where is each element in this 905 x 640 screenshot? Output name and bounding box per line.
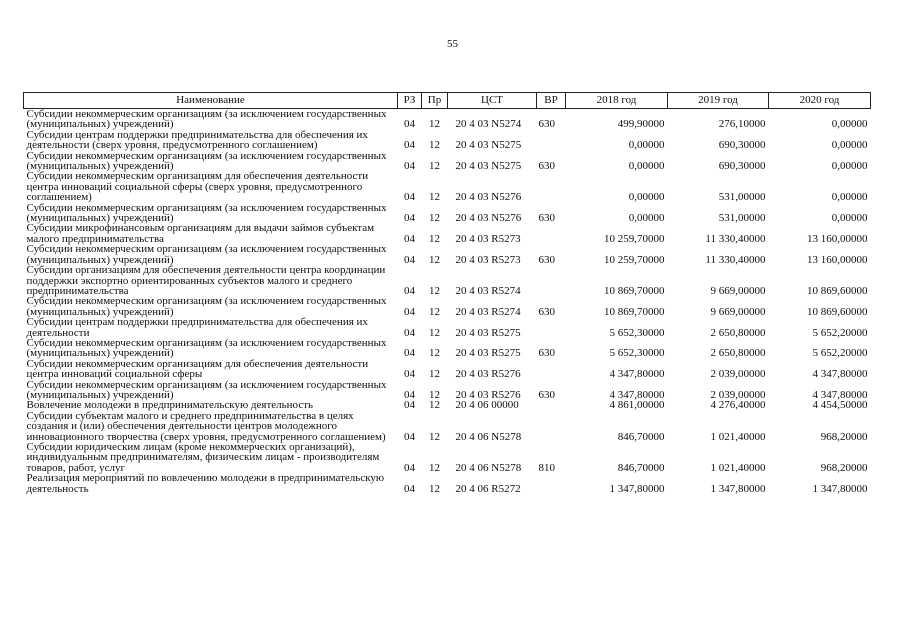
- row-name: Субсидии некоммерческим организациям (за исключением государственных (муниципальных) учреждений): [26, 295, 387, 318]
- row-pr: 12: [429, 347, 440, 360]
- table-row: [24, 473, 871, 494]
- row-cst: 20 4 03 R5276: [455, 388, 521, 401]
- table-row: [24, 411, 871, 442]
- row-2019: 531,00000: [718, 191, 766, 204]
- row-name: Субсидии центрам поддержки предпринимательства для обеспечения их деятельности: [26, 316, 368, 339]
- row-2020: 1 347,80000: [812, 482, 868, 495]
- row-2020: 13 160,00000: [807, 253, 868, 266]
- table-body: [24, 109, 871, 495]
- row-2020: 10 869,60000: [807, 305, 868, 318]
- row-rz: 04: [404, 430, 415, 443]
- row-2020: 0,00000: [831, 212, 868, 225]
- row-rz: 04: [404, 160, 415, 173]
- row-vr: 630: [538, 305, 555, 318]
- row-2020: 4 347,80000: [812, 388, 868, 401]
- row-vr: [537, 400, 566, 410]
- row-name: Субсидии некоммерческим организациям (за исключением государственных (муниципальных) учреждений): [26, 149, 387, 173]
- row-2020: 968,20000: [820, 430, 868, 443]
- row-pr: 12: [429, 305, 440, 318]
- table-row: [24, 151, 871, 172]
- header-2020: 2020 год: [769, 93, 871, 109]
- row-2019: 9 669,00000: [710, 305, 766, 318]
- row-2018: 0,00000: [628, 191, 665, 204]
- table-row: [24, 130, 871, 151]
- row-rz: 04: [404, 118, 415, 131]
- row-2019: 690,30000: [718, 139, 766, 152]
- row-cst: 20 4 03 N5276: [455, 191, 522, 204]
- row-cst: 20 4 03 N5274: [455, 118, 522, 131]
- row-2018: 10 259,70000: [604, 232, 665, 245]
- row-name: Субсидии некоммерческим организациям (за исключением государственных (муниципальных) учреждений): [26, 201, 387, 225]
- row-2018: 0,00000: [628, 212, 665, 225]
- row-rz: 04: [404, 482, 415, 495]
- row-vr: [537, 171, 566, 202]
- row-name: Субсидии некоммерческим организациям (за исключением государственных (муниципальных) учреждений): [26, 378, 387, 401]
- row-rz: 04: [404, 368, 415, 381]
- row-cst: 20 4 03 N5275: [455, 160, 522, 173]
- row-2018: 10 869,70000: [604, 305, 665, 318]
- row-name: Субсидии юридическим лицам (кроме некоммерческих организаций), индивидуальным предпринимателям, физическим лицам - производителям товаров, работ, услуг: [26, 441, 380, 474]
- row-2020: 10 869,60000: [807, 284, 868, 297]
- row-2019: 1 021,40000: [710, 461, 766, 474]
- row-vr: 630: [538, 118, 555, 131]
- table-row: [24, 109, 871, 130]
- row-name: Субсидии некоммерческим организациям (за исключением государственных (муниципальных) учреждений): [26, 243, 387, 266]
- row-2019: 4 276,40000: [710, 399, 766, 412]
- row-2018: 5 652,30000: [609, 326, 665, 339]
- row-rz: 04: [404, 139, 415, 152]
- row-2020: 968,20000: [820, 461, 868, 474]
- row-rz: 04: [404, 212, 415, 225]
- row-rz: 04: [404, 253, 415, 266]
- row-name: Вовлечение молодежи в предпринимательскую деятельность: [26, 399, 314, 412]
- row-rz: 04: [404, 191, 415, 204]
- row-cst: 20 4 03 R5276: [455, 368, 521, 381]
- row-pr: 12: [429, 430, 440, 443]
- row-name: Субсидии центрам поддержки предпринимательства для обеспечения их деятельности (сверх уровня, предусмотренного соглашением): [26, 128, 368, 152]
- row-2019: 2 650,80000: [710, 326, 766, 339]
- row-2020: 5 652,20000: [812, 326, 868, 339]
- header-2018: 2018 год: [566, 93, 668, 109]
- row-cst: 20 4 06 R5272: [455, 482, 521, 495]
- table-row: [24, 265, 871, 296]
- table-row: [24, 442, 871, 473]
- row-name: Реализация мероприятий по вовлечению молодежи в предпринимательскую деятельность: [26, 472, 385, 495]
- row-2018: 4 347,80000: [609, 388, 665, 401]
- row-2019: 531,00000: [718, 212, 766, 225]
- row-2018: 846,70000: [617, 430, 665, 443]
- row-rz: 04: [404, 388, 415, 401]
- header-name: Наименование: [24, 93, 398, 109]
- row-pr: 12: [429, 212, 440, 225]
- row-name: Субсидии некоммерческим организациям для обеспечения деятельности центра инноваций социальной сферы (сверх уровня, предусмотренного соглашением): [26, 170, 369, 204]
- row-2019: 9 669,00000: [710, 284, 766, 297]
- table-row: [24, 317, 871, 338]
- row-2018: 1 347,80000: [609, 482, 665, 495]
- header-2019: 2019 год: [668, 93, 769, 109]
- row-pr: 12: [429, 160, 440, 173]
- row-2018: 0,00000: [628, 139, 665, 152]
- row-vr: 630: [538, 388, 555, 401]
- row-cst: 20 4 03 R5274: [455, 305, 521, 318]
- row-vr: [537, 130, 566, 151]
- row-vr: [537, 317, 566, 338]
- row-2020: 0,00000: [831, 139, 868, 152]
- row-2020: 13 160,00000: [807, 232, 868, 245]
- row-2018: 5 652,30000: [609, 347, 665, 360]
- row-2020: 5 652,20000: [812, 347, 868, 360]
- row-vr: 810: [538, 461, 555, 474]
- page-number: 55: [447, 38, 458, 50]
- row-rz: 04: [404, 326, 415, 339]
- row-vr: 630: [538, 347, 555, 360]
- row-vr: 630: [538, 212, 555, 225]
- row-2018: 499,90000: [617, 118, 665, 131]
- row-2019: 276,10000: [718, 118, 766, 131]
- row-pr: 12: [429, 368, 440, 381]
- table-row: [24, 244, 871, 265]
- row-2019: 2 039,00000: [710, 388, 766, 401]
- row-cst: 20 4 03 N5275: [455, 139, 522, 152]
- table-row: [24, 380, 871, 401]
- row-vr: [537, 473, 566, 494]
- row-pr: 12: [429, 232, 440, 245]
- row-vr: [537, 411, 566, 442]
- row-name: Субсидии субъектам малого и среднего предпринимательства в целях создания и (или) обеспечения деятельности центров молодежного инновационного творчества (сверх уровня, предусмотренного соглашением): [26, 409, 386, 443]
- row-2018: 846,70000: [617, 461, 665, 474]
- row-cst: 20 4 03 R5273: [455, 253, 521, 266]
- row-2019: 11 330,40000: [705, 253, 766, 266]
- row-2018: 0,00000: [628, 160, 665, 173]
- row-rz: 04: [404, 347, 415, 360]
- row-pr: 12: [429, 118, 440, 131]
- row-pr: 12: [429, 399, 440, 412]
- header-pr: Пр: [422, 93, 448, 109]
- row-pr: 12: [429, 139, 440, 152]
- row-2019: 2 039,00000: [710, 368, 766, 381]
- row-rz: 04: [404, 284, 415, 297]
- header-cst: ЦСТ: [448, 93, 537, 109]
- row-pr: 12: [429, 284, 440, 297]
- row-rz: 04: [404, 232, 415, 245]
- row-pr: 12: [429, 326, 440, 339]
- row-2020: 4 347,80000: [812, 368, 868, 381]
- row-cst: 20 4 06 00000: [455, 399, 519, 412]
- row-vr: 630: [538, 160, 555, 173]
- row-2020: 0,00000: [831, 160, 868, 173]
- row-pr: 12: [429, 482, 440, 495]
- row-vr: [537, 359, 566, 380]
- row-rz: 04: [404, 399, 415, 412]
- row-2018: 4 347,80000: [609, 368, 665, 381]
- row-2019: 1 347,80000: [710, 482, 766, 495]
- header-vr: ВР: [537, 93, 566, 109]
- row-name: Субсидии микрофинансовым организациям для выдачи займов субъектам малого предпринимательства: [26, 222, 375, 245]
- row-name: Субсидии организациям для обеспечения деятельности центра координации поддержки экспортно ориентированных субъектов малого и среднего предпринимательства: [26, 264, 386, 297]
- row-cst: 20 4 03 R5275: [455, 347, 521, 360]
- header-rz: РЗ: [398, 93, 422, 109]
- row-pr: 12: [429, 191, 440, 204]
- row-cst: 20 4 03 R5275: [455, 326, 521, 339]
- row-rz: 04: [404, 305, 415, 318]
- row-cst: 20 4 03 N5276: [455, 212, 522, 225]
- row-vr: [537, 223, 566, 244]
- table-row: [24, 203, 871, 224]
- row-name: Субсидии некоммерческим организациям (за исключением государственных (муниципальных) учреждений): [26, 108, 387, 131]
- table-row: [24, 223, 871, 244]
- row-2020: 4 454,50000: [812, 399, 868, 412]
- table-row: [24, 338, 871, 359]
- table-row: [24, 359, 871, 380]
- budget-table: [23, 92, 871, 494]
- row-2018: 10 259,70000: [604, 253, 665, 266]
- table-header: [24, 93, 871, 109]
- row-2018: 10 869,70000: [604, 284, 665, 297]
- row-vr: 630: [538, 253, 555, 266]
- row-2019: 2 650,80000: [710, 347, 766, 360]
- row-2019: 1 021,40000: [710, 430, 766, 443]
- table-row: [24, 296, 871, 317]
- row-pr: 12: [429, 253, 440, 266]
- row-pr: 12: [429, 461, 440, 474]
- row-cst: 20 4 06 N5278: [455, 430, 522, 443]
- row-name: Субсидии некоммерческим организациям для обеспечения деятельности центра инноваций социальной сферы: [26, 357, 369, 381]
- table-row: [24, 171, 871, 202]
- row-2020: 0,00000: [831, 118, 868, 131]
- row-cst: 20 4 06 N5278: [455, 461, 522, 474]
- row-cst: 20 4 03 R5274: [455, 284, 521, 297]
- row-cst: 20 4 03 R5273: [455, 232, 521, 245]
- row-2019: 11 330,40000: [705, 232, 766, 245]
- row-2019: 690,30000: [718, 160, 766, 173]
- row-2020: 0,00000: [831, 191, 868, 204]
- row-rz: 04: [404, 461, 415, 474]
- row-vr: [537, 265, 566, 296]
- row-2018: 4 861,00000: [609, 399, 665, 412]
- row-name: Субсидии некоммерческим организациям (за исключением государственных (муниципальных) учреждений): [26, 336, 387, 360]
- row-pr: 12: [429, 388, 440, 401]
